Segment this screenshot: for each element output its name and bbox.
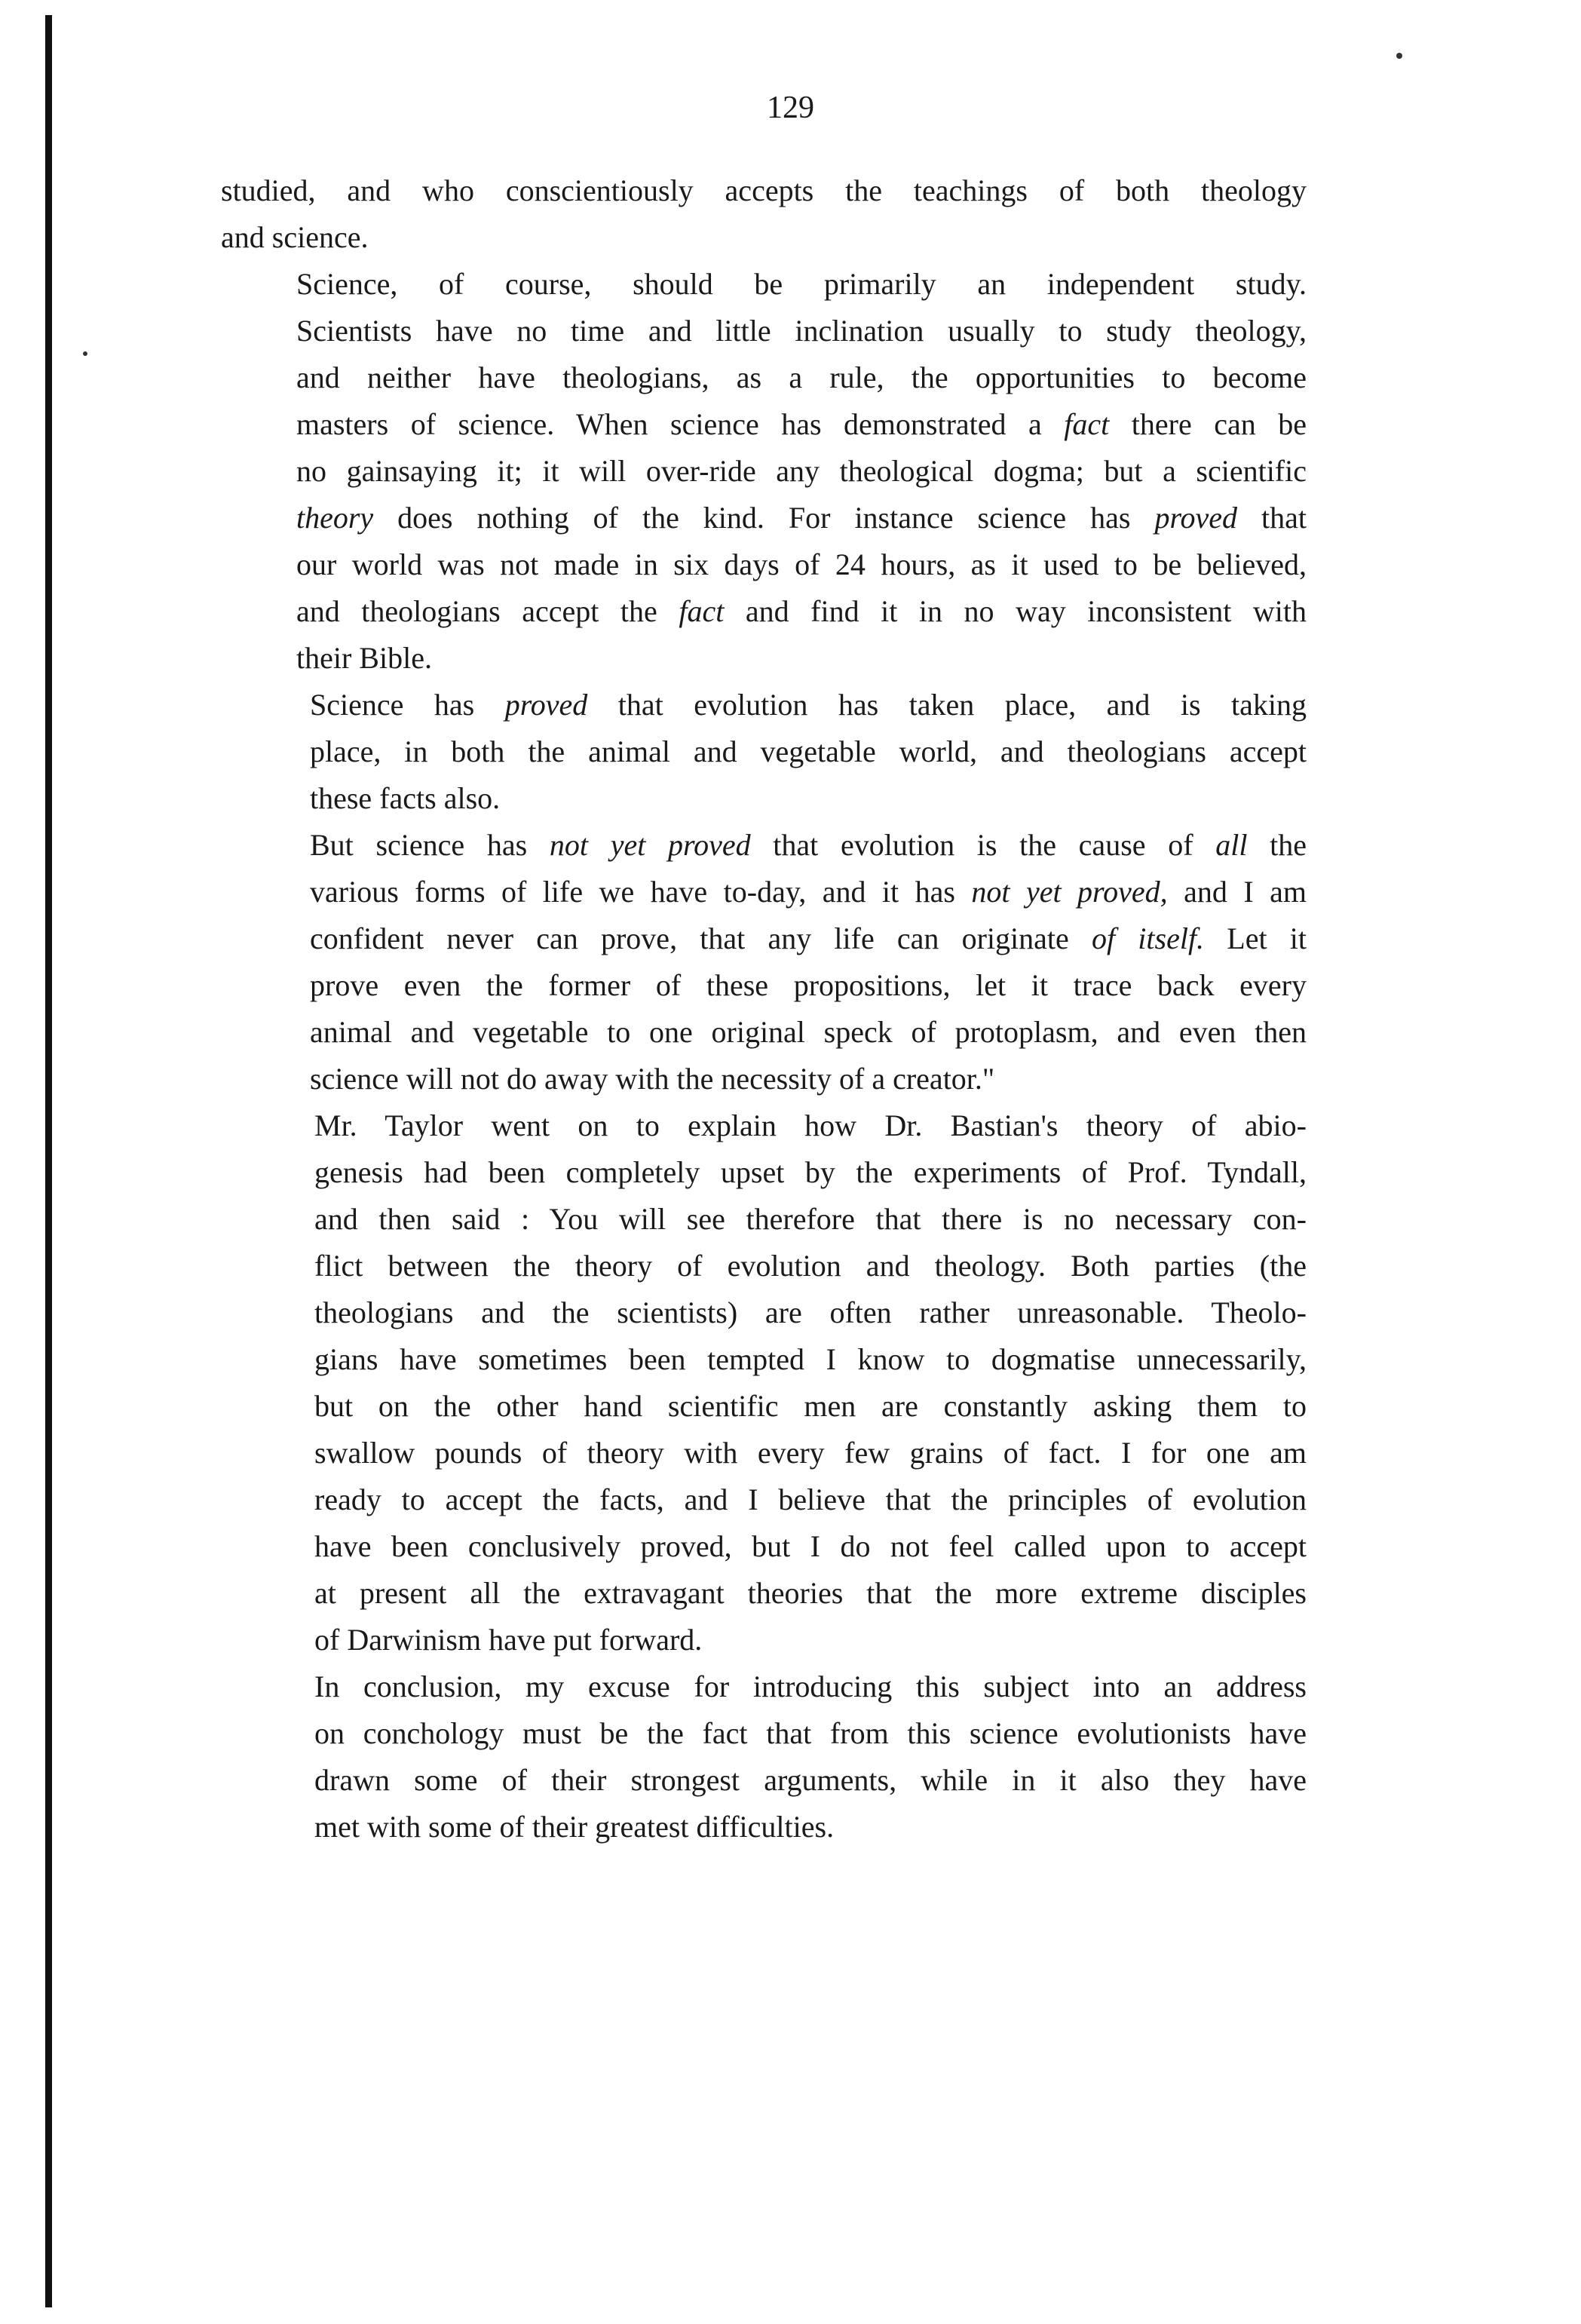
paragraph — [221, 1102, 1307, 1663]
text-line: prove even the former of these propositions, let it trace back every — [310, 968, 1307, 1002]
emphasis: proved — [1154, 501, 1238, 535]
text-line: Science has proved that evolution has taken place, and is taking — [310, 688, 1307, 722]
text-line: our world was not made in six days of 24 hours, as it used to be believed, — [296, 547, 1307, 581]
emphasis: theory — [296, 501, 374, 535]
text-line: Mr. Taylor went on to explain how Dr. Bastian's theory of abio- — [314, 1108, 1307, 1142]
text-line: swallow pounds of theory with every few grains of fact. I for one am — [314, 1436, 1307, 1470]
text-line: at present all the extravagant theories that the more extreme disciples — [314, 1576, 1307, 1610]
emphasis: not yet proved, — [971, 875, 1168, 909]
text-line: But science has not yet proved that evolution is the cause of all the — [310, 828, 1307, 862]
paragraph — [221, 822, 1307, 1102]
text-line: on conchology must be the fact that from this science evolutionists have — [314, 1716, 1307, 1750]
text-line: Science, of course, should be primarily an independent study. — [296, 267, 1307, 301]
text-line: theory does nothing of the kind. For instance science has proved that — [296, 501, 1307, 535]
text-line: of Darwinism have put forward. — [314, 1623, 703, 1657]
scan-margin-line — [45, 15, 52, 2307]
text-line: animal and vegetable to one original speck of protoplasm, and even then — [310, 1015, 1307, 1049]
text-line: gians have sometimes been tempted I know to dogmatise unnecessarily, — [314, 1342, 1307, 1376]
body-text — [221, 167, 1307, 1850]
scan-speck — [1396, 53, 1402, 59]
page-number: 129 — [767, 90, 814, 125]
emphasis: proved — [504, 688, 588, 722]
emphasis: fact — [1064, 407, 1110, 441]
text-line: science will not do away with the necessity of a creator." — [310, 1062, 995, 1096]
text-line: Scientists have no time and little inclination usually to study theology, — [296, 314, 1307, 348]
text-line: various forms of life we have to-day, and it has not yet proved, and I am — [310, 875, 1307, 909]
paragraph — [221, 1663, 1307, 1850]
text-line: studied, and who conscientiously accepts the teachings of both theology — [221, 173, 1307, 207]
paragraph — [221, 167, 1307, 261]
text-line: have been conclusively proved, but I do not feel called upon to accept — [314, 1529, 1307, 1563]
paragraph — [221, 261, 1307, 682]
text-line: and then said : You will see therefore that there is no necessary con- — [314, 1202, 1307, 1236]
text-line: place, in both the animal and vegetable world, and theologians accept — [310, 734, 1307, 768]
text-line: and theologians accept the fact and find it in no way inconsistent with — [296, 594, 1307, 628]
text-line: In conclusion, my excuse for introducing this subject into an address — [314, 1669, 1307, 1703]
text-line: but on the other hand scientific men are constantly asking them to — [314, 1389, 1307, 1423]
text-line: drawn some of their strongest arguments, while in it also they have — [314, 1763, 1307, 1797]
emphasis: of itself. — [1091, 921, 1205, 955]
text-line: their Bible. — [296, 641, 432, 675]
text-line: ready to accept the facts, and I believe that the principles of evolution — [314, 1482, 1307, 1516]
text-line: met with some of their greatest difficulties. — [314, 1810, 835, 1844]
text-line: and neither have theologians, as a rule, the opportunities to become — [296, 360, 1307, 394]
text-line: flict between the theory of evolution and theology. Both parties (the — [314, 1249, 1307, 1283]
emphasis: fact — [679, 594, 725, 628]
text-line: no gainsaying it; it will over-ride any theological dogma; but a scientific — [296, 454, 1307, 488]
paragraph — [221, 682, 1307, 822]
emphasis: not yet proved — [549, 828, 751, 862]
scan-speck — [83, 351, 87, 356]
text-line: theologians and the scientists) are often rather unreasonable. Theolo- — [314, 1295, 1307, 1329]
text-line: these facts also. — [310, 781, 501, 815]
emphasis: all — [1215, 828, 1248, 862]
text-line: and science. — [221, 220, 369, 254]
text-line: confident never can prove, that any life can originate of itself. Let it — [310, 921, 1307, 955]
text-line: masters of science. When science has demonstrated a fact there can be — [296, 407, 1307, 441]
text-line: genesis had been completely upset by the experiments of Prof. Tyndall, — [314, 1155, 1307, 1189]
